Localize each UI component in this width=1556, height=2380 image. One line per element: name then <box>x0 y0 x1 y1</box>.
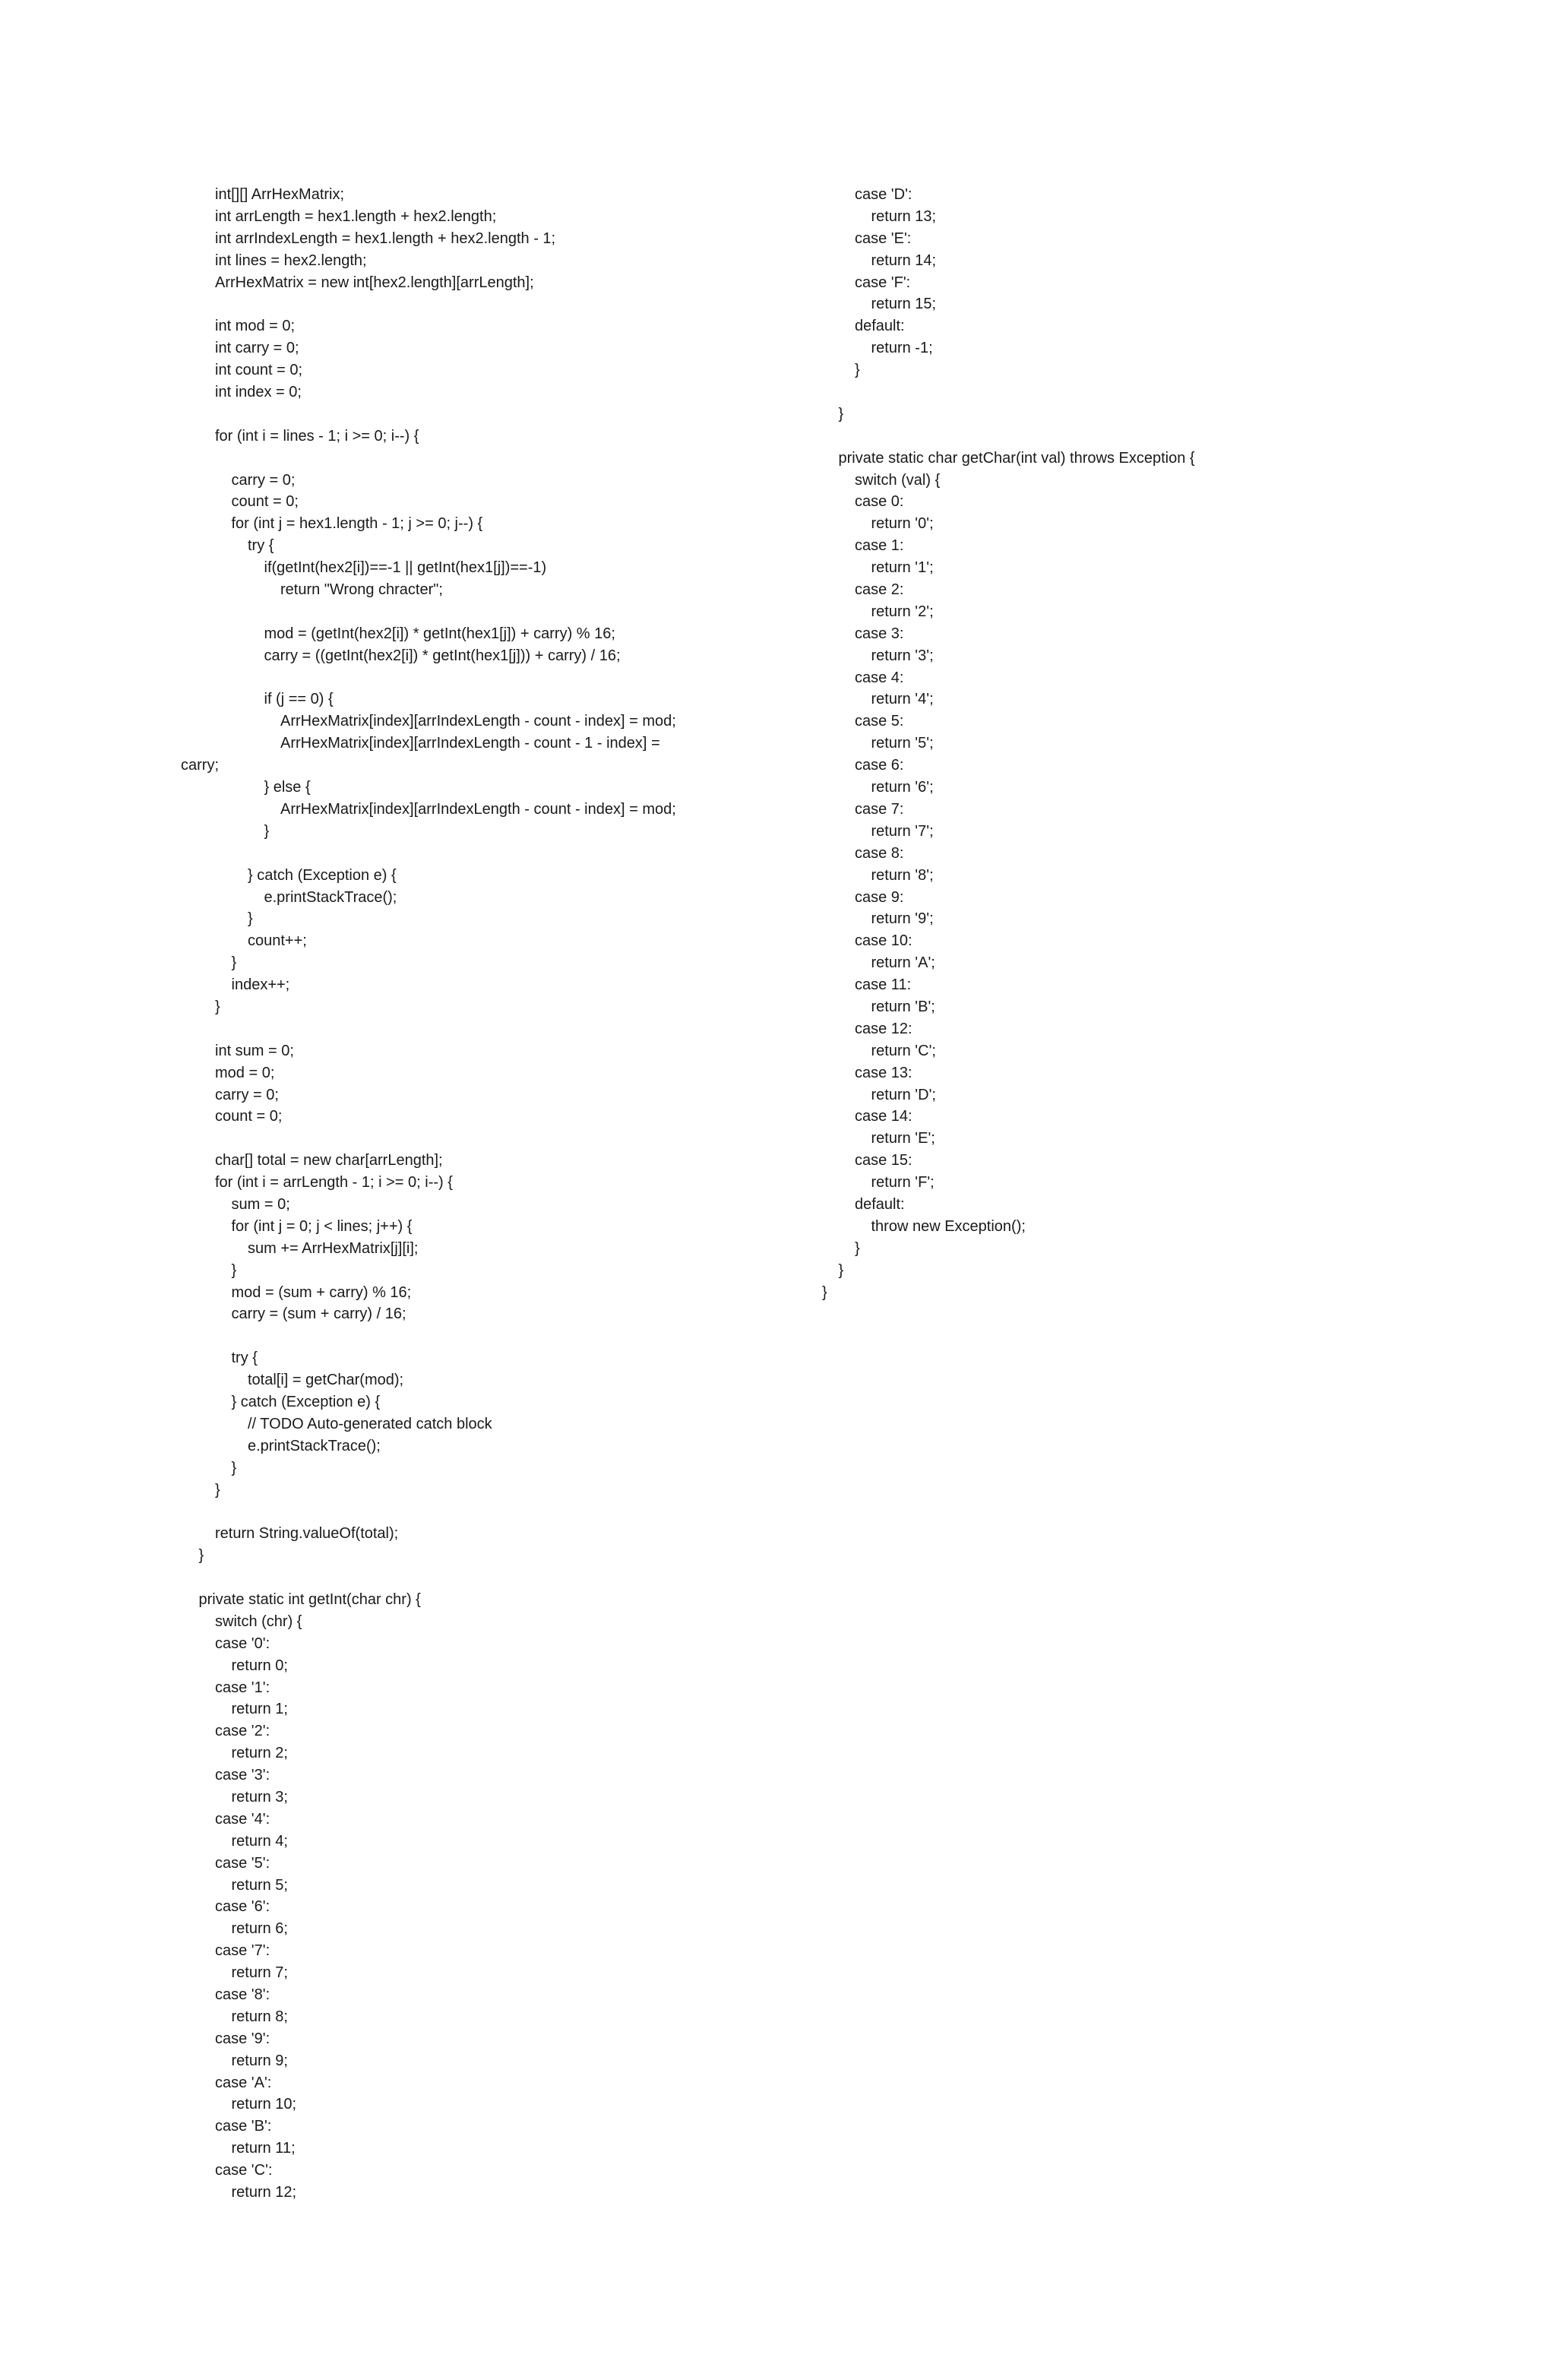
code-line: case 8: <box>855 844 904 862</box>
code-line: int lines = hex2.length; <box>215 252 367 269</box>
code-line: for (int i = arrLength - 1; i >= 0; i--) { <box>215 1174 453 1192</box>
code-line: return 4; <box>231 1832 288 1850</box>
code-line: case 'A': <box>215 2074 272 2091</box>
code-line <box>182 1501 836 1523</box>
code-line: } else { <box>264 779 311 796</box>
code-line <box>182 601 836 623</box>
code-line: } <box>822 1283 827 1301</box>
code-line: return 9; <box>231 2052 288 2069</box>
code-line <box>822 426 1399 448</box>
code-line: count++; <box>248 932 307 950</box>
code-line <box>182 1567 836 1589</box>
code-line: switch (val) { <box>855 471 941 489</box>
code-line: return 'B'; <box>871 998 935 1015</box>
code-line: } <box>855 362 860 379</box>
code-line: case 1: <box>855 537 904 555</box>
code-line: e.printStackTrace(); <box>248 1437 381 1454</box>
code-line: } <box>838 1261 844 1279</box>
code-line: case '5': <box>215 1854 270 1872</box>
code-line: mod = (getInt(hex2[i]) * getInt(hex1[j]) + carry) % 16; <box>264 625 615 642</box>
code-line <box>182 1018 836 1040</box>
code-line: return 'C'; <box>871 1042 936 1059</box>
code-line: return 13; <box>871 207 937 225</box>
code-line <box>182 448 836 470</box>
code-line: case '2': <box>215 1723 270 1740</box>
code-line: } <box>231 1459 237 1476</box>
code-line: case 6: <box>855 757 904 774</box>
code-line <box>182 1128 836 1150</box>
code-line: } <box>855 1239 860 1257</box>
code-line: case '0': <box>215 1635 270 1652</box>
code-line: return '1'; <box>871 559 934 577</box>
code-line: return 5; <box>231 1876 288 1894</box>
code-line: carry = 0; <box>215 1086 279 1103</box>
code-line: case 12: <box>855 1020 912 1037</box>
code-line: private static char getChar(int val) throws Exception { <box>838 449 1195 467</box>
code-line: switch (chr) { <box>215 1613 302 1630</box>
code-line: carry = ((getInt(hex2[i]) * getInt(hex1[j])) + carry) / 16; <box>264 647 621 664</box>
code-line: return '3'; <box>871 647 934 664</box>
code-line: case 3: <box>855 625 904 642</box>
code-line: return 6; <box>231 1920 288 1938</box>
code-line: ArrHexMatrix[index][arrIndexLength - count - index] = mod; <box>280 713 676 730</box>
code-line <box>182 293 836 315</box>
code-line: default: <box>855 318 905 335</box>
code-line: return 'D'; <box>871 1086 936 1103</box>
code-line: return 14; <box>871 252 937 269</box>
code-line: } <box>198 1547 204 1565</box>
code-line: case 'B': <box>215 2118 272 2135</box>
code-line: } <box>231 1261 237 1279</box>
code-line: } catch (Exception e) { <box>231 1393 381 1410</box>
code-line: return "Wrong chracter"; <box>280 581 443 599</box>
code-line: for (int j = hex1.length - 1; j >= 0; j--) { <box>231 515 483 533</box>
code-line: total[i] = getChar(mod); <box>248 1372 404 1389</box>
code-line: return '9'; <box>871 910 934 928</box>
code-line: case 'E': <box>855 229 912 247</box>
code-line: if(getInt(hex2[i])==-1 || getInt(hex1[j])==-1) <box>264 559 547 577</box>
code-line: } catch (Exception e) { <box>248 866 397 884</box>
code-line: } <box>231 954 237 972</box>
code-line: // TODO Auto-generated catch block <box>248 1415 492 1432</box>
code-line: case 11: <box>855 976 912 994</box>
code-line: return 8; <box>231 2008 288 2025</box>
code-line: return 'F'; <box>871 1174 935 1192</box>
code-line: } <box>248 910 253 928</box>
code-line: sum += ArrHexMatrix[j][i]; <box>248 1239 419 1257</box>
code-line <box>182 1325 836 1347</box>
code-line <box>182 667 836 689</box>
code-line: case 0: <box>855 493 904 511</box>
code-line: case '7': <box>215 1942 270 1960</box>
code-line: case 'C': <box>215 2162 273 2179</box>
code-line: case '4': <box>215 1810 270 1828</box>
code-line: return 1; <box>231 1701 288 1718</box>
code-line: case 4: <box>855 669 904 686</box>
code-line: } <box>215 1481 220 1499</box>
code-line: carry = 0; <box>231 471 296 489</box>
code-line: return '2'; <box>871 603 934 620</box>
code-line: case 14: <box>855 1108 912 1125</box>
code-line: return '0'; <box>871 515 934 533</box>
code-line: int index = 0; <box>215 384 302 401</box>
code-line: case 15: <box>855 1152 912 1169</box>
code-line: int carry = 0; <box>215 340 299 357</box>
code-line: } <box>264 822 270 840</box>
code-line: case '8': <box>215 1986 270 2004</box>
code-line: case 5: <box>855 713 904 730</box>
code-column-left <box>182 184 836 2204</box>
code-line: index++; <box>231 976 290 994</box>
code-line: default: <box>855 1195 905 1213</box>
code-line: try { <box>231 1350 258 1367</box>
code-line: return 15; <box>871 296 937 313</box>
code-line: int sum = 0; <box>215 1042 294 1059</box>
code-line: private static int getInt(char chr) { <box>198 1591 421 1608</box>
code-line: return '7'; <box>871 822 934 840</box>
code-line: count = 0; <box>215 1108 283 1125</box>
code-line: } <box>838 405 844 423</box>
code-line: case 10: <box>855 932 912 950</box>
code-line: int arrIndexLength = hex1.length + hex2.length - 1; <box>215 229 556 247</box>
code-line: for (int j = 0; j < lines; j++) { <box>231 1217 413 1235</box>
code-line: ArrHexMatrix[index][arrIndexLength - count - 1 - index] = <box>280 735 660 752</box>
code-line: return '5'; <box>871 735 934 752</box>
code-line: sum = 0; <box>231 1195 290 1213</box>
code-line: return 12; <box>231 2184 297 2201</box>
code-line: case 7: <box>855 800 904 818</box>
code-line: int mod = 0; <box>215 318 296 335</box>
code-line: throw new Exception(); <box>871 1217 1026 1235</box>
code-line: return 'A'; <box>871 954 935 972</box>
code-line: case 13: <box>855 1064 912 1081</box>
code-line: case 2: <box>855 581 904 599</box>
code-line: case 'D': <box>855 186 912 203</box>
code-line: if (j == 0) { <box>264 691 334 708</box>
code-line: case '9': <box>215 2030 270 2047</box>
code-line: int[][] ArrHexMatrix; <box>215 186 345 203</box>
code-line: int count = 0; <box>215 362 303 379</box>
code-line: return 11; <box>231 2140 296 2157</box>
code-line: return '8'; <box>871 866 934 884</box>
code-line: return String.valueOf(total); <box>215 1525 399 1543</box>
code-line: mod = 0; <box>215 1064 275 1081</box>
code-line: return 3; <box>231 1789 288 1806</box>
code-column-right <box>822 184 1399 1303</box>
code-line: case 'F': <box>855 274 911 291</box>
code-line <box>182 404 836 426</box>
code-line: ArrHexMatrix = new int[hex2.length][arrLength]; <box>215 274 534 291</box>
code-line: return 7; <box>231 1964 288 1982</box>
code-line: int arrLength = hex1.length + hex2.length; <box>215 207 497 225</box>
code-line: return 10; <box>231 2096 297 2113</box>
code-line: case '3': <box>215 1767 270 1784</box>
code-line: return -1; <box>871 340 933 357</box>
code-line: return '6'; <box>871 779 934 796</box>
code-line: case 9: <box>855 888 904 906</box>
code-line: return 0; <box>231 1657 288 1674</box>
code-line <box>182 843 836 865</box>
code-line: try { <box>248 537 274 555</box>
code-line: char[] total = new char[arrLength]; <box>215 1152 443 1169</box>
code-line: ArrHexMatrix[index][arrIndexLength - count - index] = mod; <box>280 800 676 818</box>
code-line: case '1': <box>215 1679 270 1696</box>
code-line: carry; <box>181 757 219 774</box>
code-line: count = 0; <box>231 493 299 511</box>
code-line: e.printStackTrace(); <box>264 888 397 906</box>
code-line: return 'E'; <box>871 1130 935 1147</box>
code-line: return 2; <box>231 1745 288 1762</box>
code-line: return '4'; <box>871 691 934 708</box>
code-line: mod = (sum + carry) % 16; <box>231 1283 412 1301</box>
code-line: for (int i = lines - 1; i >= 0; i--) { <box>215 427 419 445</box>
code-line: carry = (sum + carry) / 16; <box>231 1306 406 1323</box>
code-line: case '6': <box>215 1898 270 1916</box>
code-line <box>822 381 1399 404</box>
code-line: } <box>215 998 220 1015</box>
